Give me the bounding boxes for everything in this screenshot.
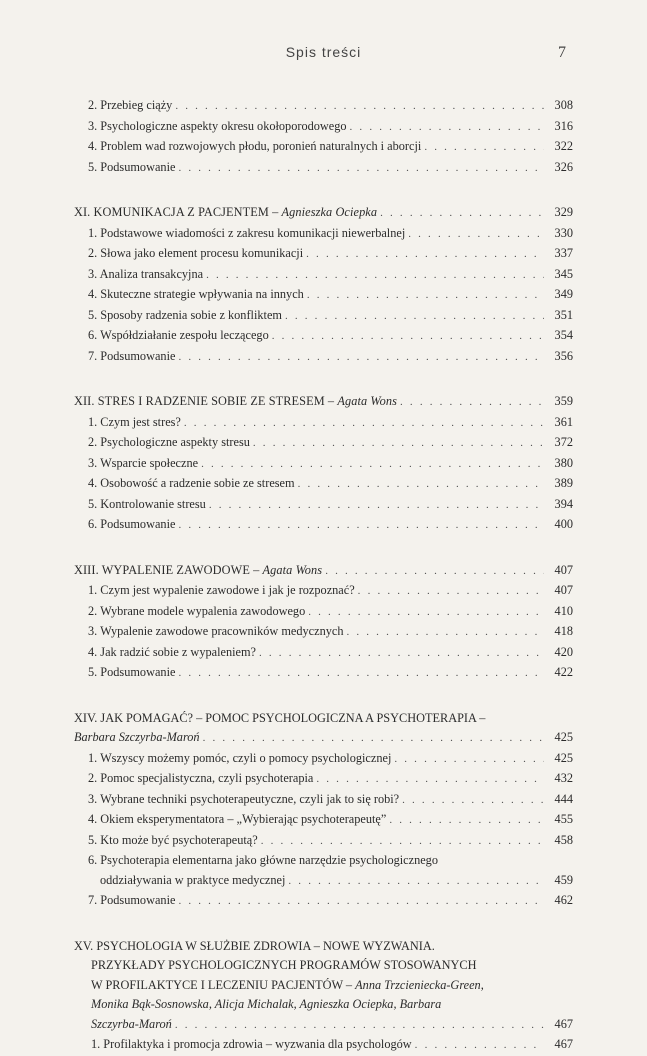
toc-entry[interactable]: 4. Osobowość a radzenie sobie ze stresem . . . 389 xyxy=(88,474,573,495)
page-header xyxy=(0,44,647,64)
toc-chapter-xi xyxy=(74,203,573,367)
toc-entry[interactable]: 2. Pomoc specjalistyczna, czyli psychoterapia . . . 432 xyxy=(88,769,573,790)
toc-entry[interactable]: 4. Jak radzić sobie z wypaleniem? . . . 420 xyxy=(88,643,573,664)
toc-section-continued xyxy=(88,96,573,178)
toc-entry[interactable]: 5. Kto może być psychoterapeutą? . . . 458 xyxy=(88,831,573,852)
toc-entry[interactable]: 6. Współdziałanie zespołu leczącego . . . 354 xyxy=(88,326,573,347)
toc-chapter-xii xyxy=(74,392,573,536)
toc-entry[interactable]: 1. Czym jest stres? . . . 361 xyxy=(88,413,573,434)
chapter-heading[interactable]: XI. KOMUNIKACJA Z PACJENTEM – Agnieszka Ociepka . . . 329 xyxy=(74,203,573,224)
toc-entry[interactable]: 3. Wybrane techniki psychoterapeutyczne, czyli jak to się robi? . . . 444 xyxy=(88,790,573,811)
toc-entry[interactable]: 5. Podsumowanie . . . 422 xyxy=(88,663,573,684)
toc-entry[interactable]: 4. Problem wad rozwojowych płodu, poronień naturalnych i aborcji . . . 322 xyxy=(88,137,573,158)
chapter-heading[interactable]: XV. PSYCHOLOGIA W SŁUŻBIE ZDROWIA – NOWE WYZWANIA. xyxy=(74,938,435,953)
toc-entry[interactable]: 5. Podsumowanie . . . 326 xyxy=(88,158,573,179)
toc-entry[interactable]: 6. Psychoterapia elementarna jako główne narzędzie psychologicznego xyxy=(88,853,438,867)
toc-entry[interactable]: 1. Podstawowe wiadomości z zakresu komunikacji niewerbalnej . . . 330 xyxy=(88,224,573,245)
chapter-heading[interactable]: XIII. WYPALENIE ZAWODOWE – Agata Wons . . . 407 xyxy=(74,561,573,582)
page-number: 7 xyxy=(558,44,566,61)
toc-entry[interactable]: 6. Podsumowanie . . . 400 xyxy=(88,515,573,536)
chapter-author: Agata Wons xyxy=(337,394,398,408)
chapter-author: Agnieszka Ociepka xyxy=(281,205,378,219)
toc-entry[interactable]: 2. Słowa jako element procesu komunikacji . . . 337 xyxy=(88,244,573,265)
chapter-author: Szczyrba-Maroń xyxy=(91,1016,172,1031)
toc-entry[interactable]: 4. Skuteczne strategie wpływania na innych . . . 349 xyxy=(88,285,573,306)
toc-entry[interactable]: 3. Wsparcie społeczne . . . 380 xyxy=(88,454,573,475)
toc-entry-continued[interactable]: oddziaływania w praktyce medycznej . . . 459 xyxy=(88,871,573,892)
toc-entry[interactable]: 7. Podsumowanie . . . 356 xyxy=(88,347,573,368)
chapter-heading[interactable]: XIV. JAK POMAGAĆ? – POMOC PSYCHOLOGICZNA A PSYCHOTERAPIA – xyxy=(74,710,486,725)
toc-entry[interactable]: 3. Wypalenie zawodowe pracowników medycznych . . . 418 xyxy=(88,622,573,643)
chapter-author-row[interactable]: Szczyrba-Maroń . . . 467 xyxy=(91,1015,573,1036)
table-of-contents xyxy=(74,96,573,1056)
chapter-heading[interactable]: XII. STRES I RADZENIE SOBIE ZE STRESEM – Agata Wons . . . 359 xyxy=(74,392,573,413)
chapter-author: Anna Trzcieniecka-Green, xyxy=(355,977,484,992)
toc-entry[interactable]: 1. Czym jest wypalenie zawodowe i jak je rozpoznać? . . . 407 xyxy=(88,581,573,602)
running-title: Spis treści xyxy=(285,44,362,60)
toc-entry[interactable]: 1. Profilaktyka i promocja zdrowia – wyzwania dla psychologów . . . 467 xyxy=(91,1035,573,1056)
chapter-authors: Monika Bąk-Sosnowska, Alicja Michalak, Agnieszka Ociepka, Barbara xyxy=(91,997,442,1011)
toc-entry[interactable]: 2. Wybrane modele wypalenia zawodowego . . . 410 xyxy=(88,602,573,623)
toc-entry[interactable]: 5. Sposoby radzenia sobie z konfliktem . . . 351 xyxy=(88,306,573,327)
chapter-heading-line: W PROFILAKTYCE I LECZENIU PACJENTÓW – Anna Trzcieniecka-Green, xyxy=(91,977,484,992)
toc-entry[interactable]: 4. Okiem eksperymentatora – „Wybierając psychoterapeutę” . . . 455 xyxy=(88,810,573,831)
chapter-author: Agata Wons xyxy=(262,562,323,577)
chapter-author-row[interactable]: Barbara Szczyrba-Maroń . . . 425 xyxy=(74,728,573,749)
chapter-heading-line: PRZYKŁADY PSYCHOLOGICZNYCH PROGRAMÓW STOSOWANYCH xyxy=(91,958,477,972)
toc-entry[interactable]: 2. Psychologiczne aspekty stresu . . . 372 xyxy=(88,433,573,454)
toc-entry[interactable]: 7. Podsumowanie . . . 462 xyxy=(88,891,573,912)
toc-chapter-xiii xyxy=(74,561,573,684)
toc-entry[interactable]: 3. Analiza transakcyjna . . . 345 xyxy=(88,265,573,286)
toc-entry[interactable]: 5. Kontrolowanie stresu . . . 394 xyxy=(88,495,573,516)
toc-entry[interactable]: 1. Wszyscy możemy pomóc, czyli o pomocy psychologicznej . . . 425 xyxy=(88,749,573,770)
toc-chapter-xv xyxy=(74,937,573,1056)
chapter-author: Barbara Szczyrba-Maroń xyxy=(74,730,200,744)
toc-chapter-xiv xyxy=(74,709,573,912)
toc-entry[interactable]: 2. Przebieg ciąży . . . 308 xyxy=(88,96,573,117)
toc-entry[interactable]: 3. Psychologiczne aspekty okresu okołoporodowego . . . 316 xyxy=(88,117,573,138)
